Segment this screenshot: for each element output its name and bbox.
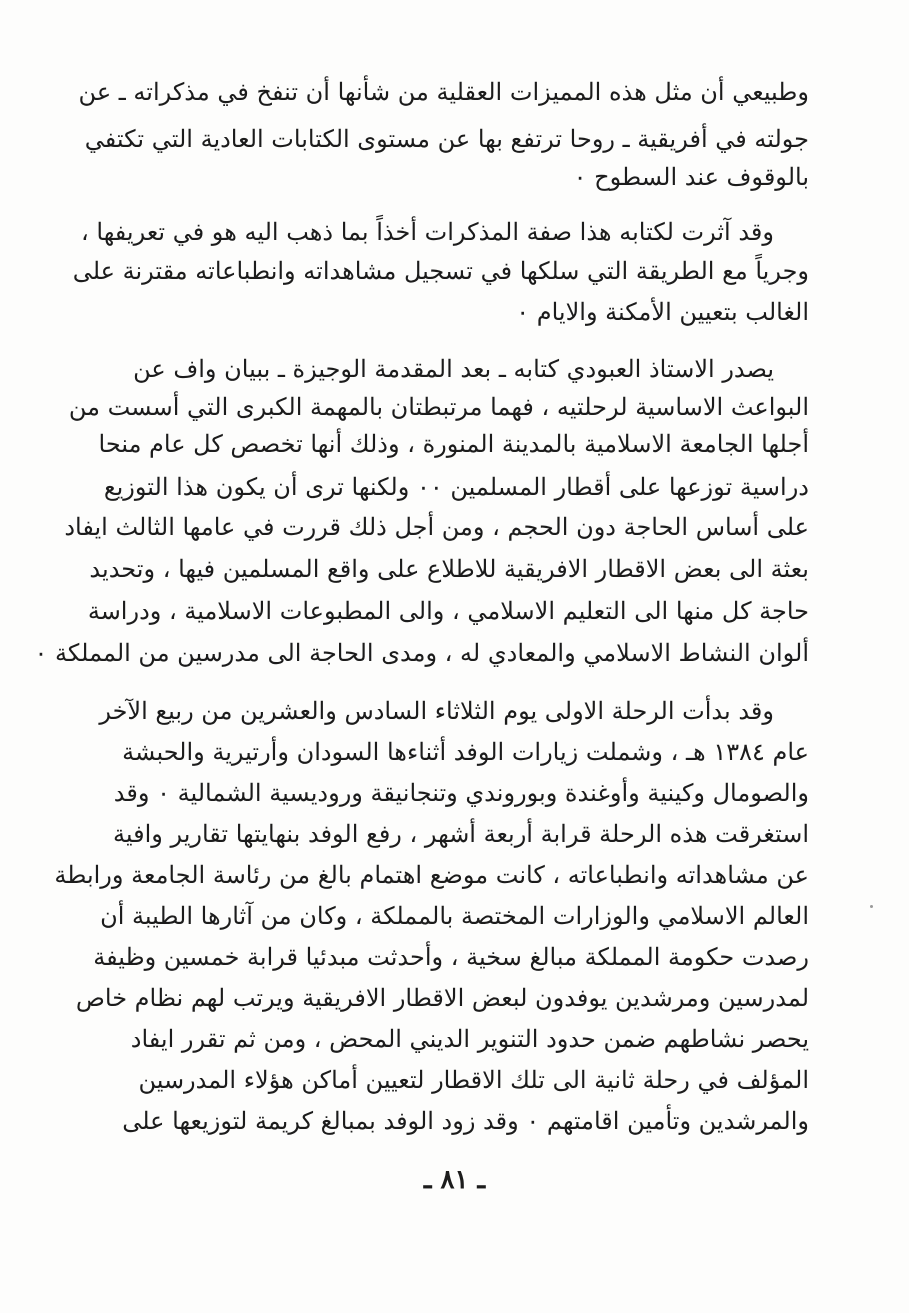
text-line: عن مشاهداته وانطباعاته ، كانت موضع اهتمام بالغ من رئاسة الجامعة ورابطة — [54, 861, 809, 889]
text-line: لمدرسين ومرشدين يوفدون لبعض الاقطار الافريقية ويرتب لهم نظام خاص — [75, 984, 809, 1012]
page-number: ـ ٨١ ـ — [423, 1165, 486, 1195]
text-line: المؤلف في رحلة ثانية الى تلك الاقطار لتعيين أماكن هؤلاء المدرسين — [138, 1066, 809, 1094]
scan-speck — [870, 905, 873, 908]
text-line: حاجة كل منها الى التعليم الاسلامي ، والى المطبوعات الاسلامية ، ودراسة — [87, 597, 809, 625]
text-line: عام ١٣٨٤ هـ ، وشملت زيارات الوفد أثناءها السودان وأرتيرية والحبشة — [122, 738, 809, 766]
text-line: يحصر نشاطهم ضمن حدود التنوير الديني المحض ، ومن ثم تقرر ايفاد — [130, 1025, 809, 1053]
text-line: وجرياً مع الطريقة التي سلكها في تسجيل مشاهداته وانطباعاته مقترنة على — [72, 257, 809, 285]
text-line: بالوقوف عند السطوح ٠ — [573, 163, 809, 191]
text-line: دراسية توزعها على أقطار المسلمين ٠٠ ولكنها ترى أن يكون هذا التوزيع — [103, 473, 809, 501]
text-line: أجلها الجامعة الاسلامية بالمدينة المنورة ، وذلك أنها تخصص كل عام منحا — [98, 430, 809, 458]
text-line: استغرقت هذه الرحلة قرابة أربعة أشهر ، رفع الوفد بنهايتها تقارير وافية — [113, 820, 809, 848]
text-line: والمرشدين وتأمين اقامتهم ٠ وقد زود الوفد بمبالغ كريمة لتوزيعها على — [122, 1107, 809, 1135]
text-line: وطبيعي أن مثل هذه المميزات العقلية من شأنها أن تنفخ في مذكراته ـ عن — [78, 78, 809, 106]
text-line: جولته في أفريقية ـ روحا ترتفع بها عن مستوى الكتابات العادية التي تكتفي — [84, 125, 809, 153]
text-line: الغالب بتعيين الأمكنة والايام ٠ — [516, 298, 809, 326]
text-line: رصدت حكومة المملكة مبالغ سخية ، وأحدثت مبدئيا قرابة خمسين وظيفة — [93, 943, 809, 971]
text-line: وقد بدأت الرحلة الاولى يوم الثلاثاء السادس والعشرين من ربيع الآخر — [99, 697, 774, 725]
text-line: وقد آثرت لكتابه هذا صفة المذكرات أخذاً بما ذهب اليه هو في تعريفها ، — [81, 218, 774, 246]
text-line: العالم الاسلامي والوزارات المختصة بالمملكة ، وكان من آثارها الطيبة أن — [100, 902, 809, 930]
text-line: والصومال وكينية وأوغندة وبوروندي وتنجانيقة وروديسية الشمالية ٠ وقد — [113, 779, 809, 807]
text-line: البواعث الاساسية لرحلتيه ، فهما مرتبطتان بالمهمة الكبرى التي أسست من — [68, 393, 809, 421]
text-line: يصدر الاستاذ العبودي كتابه ـ بعد المقدمة الوجيزة ـ ببيان واف عن — [133, 355, 774, 383]
text-line: بعثة الى بعض الاقطار الافريقية للاطلاع على واقع المسلمين فيها ، وتحديد — [89, 555, 809, 583]
text-line: ألوان النشاط الاسلامي والمعادي له ، ومدى الحاجة الى مدرسين من المملكة ٠ — [34, 639, 809, 667]
text-line: على أساس الحاجة دون الحجم ، ومن أجل ذلك قررت في عامها الثالث ايفاد — [64, 513, 809, 541]
